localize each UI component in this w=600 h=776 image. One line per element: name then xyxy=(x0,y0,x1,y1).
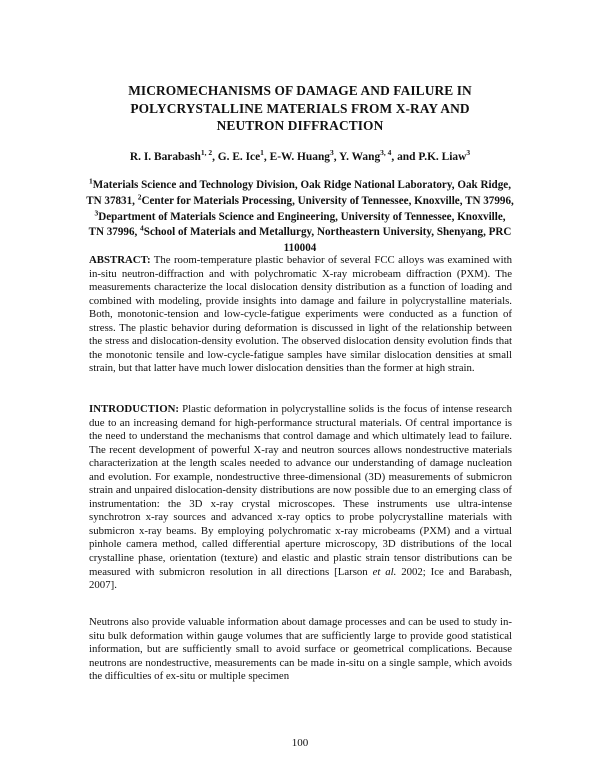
introduction-heading: INTRODUCTION: xyxy=(89,403,179,415)
affiliation-marker: 1 xyxy=(89,176,93,186)
citation-et-al: et al. xyxy=(372,565,397,578)
affiliations xyxy=(86,178,514,257)
author-affiliation-marker: 1 xyxy=(260,148,264,158)
affiliation-text: Department of Materials Science and Engineering, University of Tennessee, Knoxville, TN 37996, xyxy=(88,210,506,239)
affiliation-marker: 3 xyxy=(94,207,99,217)
author-name: , G. E. Ice xyxy=(212,151,261,163)
introduction-paragraph xyxy=(89,403,512,593)
author-affiliation-marker: 3, 4 xyxy=(380,148,392,158)
introduction-text-end: 2002; Ice and Barabash, 2007]. xyxy=(89,565,513,592)
affiliation-text: Materials Science and Technology Division, Oak Ridge National Laboratory, Oak Ridge, TN 37831, xyxy=(86,179,511,207)
author-name: , Y. Wang xyxy=(333,151,381,163)
abstract-text: The room-temperature plastic behavior of several FCC alloys was examined with in-situ neutron-diffraction and with polychromatic X-ray microbeam diffraction (PXM). The measurements characterize the local dislocation density distribution as a function of loading and combined with modeling, provide insights into damage and failure in polycrystalline materials. Both, monotonic-tension and low-cycle-fatigue experiments were conducted as a function of stress. The plastic behavior during deformation is discussed in light of the relationship between the stress and dislocation-density evolution. The observed dislocation density evolution finds that the monotonic tensile and low-cycle-fatigue samples have similar dislocation densities at small strain, but that latter have much lower dislocation densities than the former at high strain. xyxy=(89,254,512,375)
affiliation-text: Center for Materials Processing, University of Tennessee, Knoxville, TN 37996, xyxy=(141,194,514,207)
author-affiliation-marker: 1, 2 xyxy=(200,148,213,158)
affiliation-marker: 4 xyxy=(140,223,144,233)
page-number: 100 xyxy=(291,737,309,749)
author-name: R. I. Barabash xyxy=(129,151,201,163)
introduction-text: Plastic deformation in polycrystalline solids is the focus of intense research due to an increasing demand for high-performance structural materials. Of central importance is the need to understand the mechanisms that control damage and which ultimately lead to failure. The recent development of powerful X-ray and neutron sources allows nondestructive materials characterization at the length scales needed to advance our understanding of damage nucleation and evolution. For example, nondestructive three-dimensional (3D) measurements of submicron strain and unpaired dislocation-density distributions are now possible due to an emerging class of instrumentation: the 3D x-ray crystal microscopes. These instruments use ultra-intense synchrotron x-ray sources and advanced x-ray optics to probe polycrystalline materials with submicron x-ray beams. By employing polychromatic x-ray microbeams (PXM) and a virtual pinhole camera method, called differential aperture microscopy, 3D distributions of the local crystalline phase, orientation (texture) and elastic and plastic strain tensor distributions can be measured with submicron resolution in all directions [Larson xyxy=(89,403,512,578)
paper-title: MICROMECHANISMS OF DAMAGE AND FAILURE IN POLYCRYSTALLINE MATERIALS FROM X-RAY AND NEUTRON DIFFRACTION xyxy=(128,83,472,133)
author-affiliation-marker: 3 xyxy=(329,148,334,158)
author-affiliation-marker: 3 xyxy=(466,148,471,158)
affiliation-text: School of Materials and Metallurgy, Northeastern University, Shenyang, PRC 110004 xyxy=(143,226,512,255)
affiliation-marker: 2 xyxy=(137,192,142,202)
author-name: , E-W. Huang xyxy=(263,151,330,163)
neutrons-paragraph: Neutrons also provide valuable information about damage processes and can be used to study in-situ bulk deformation within gauge volumes that are sufficiently large to provide good statistical information, but are sufficiently small to avoid surface or geometrical complications. Because neutrons are nondestructive, measurements can be made in-situ on a single sample, which avoids the difficulties of ex-situ or multiple specimen xyxy=(89,616,512,683)
author-name: , and P.K. Liaw xyxy=(391,151,467,163)
abstract-heading: ABSTRACT: xyxy=(89,254,151,266)
author-list xyxy=(60,150,540,165)
abstract-paragraph xyxy=(89,254,512,376)
